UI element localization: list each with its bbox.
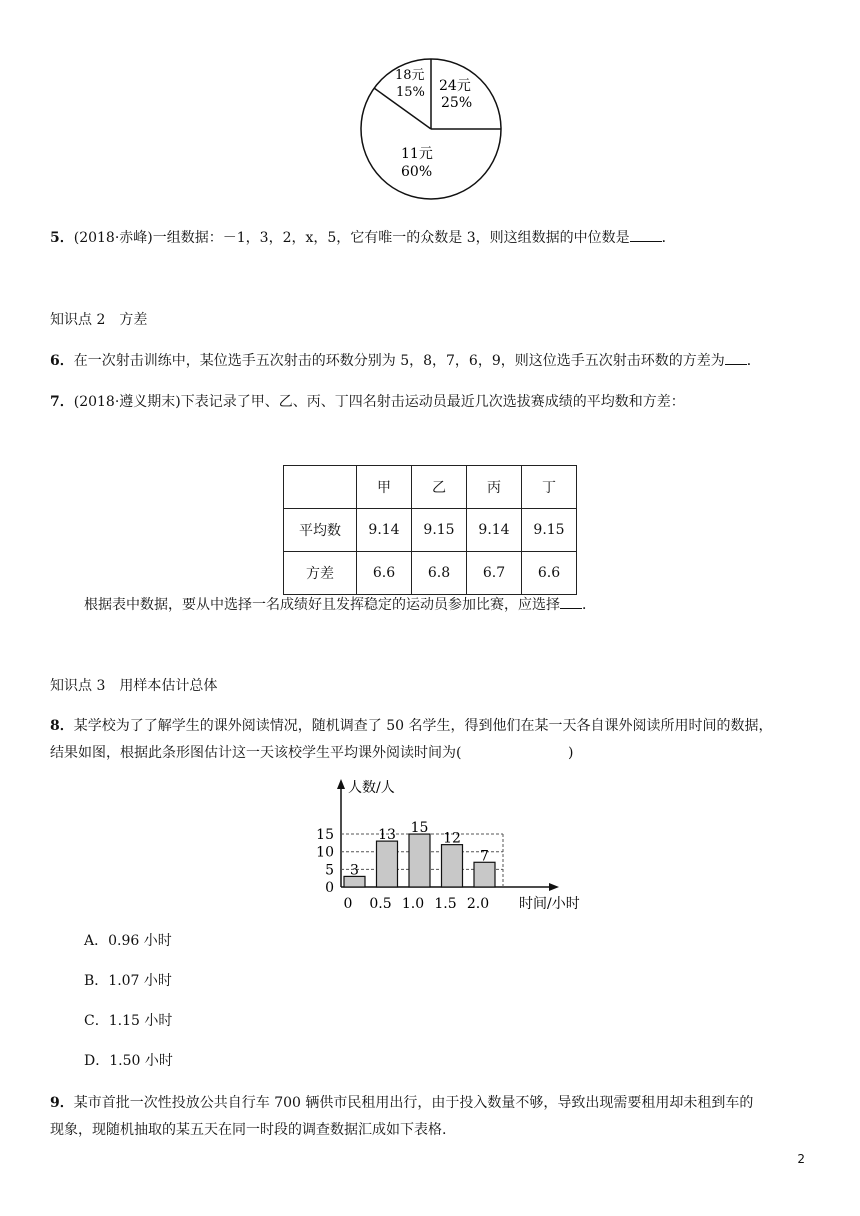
y-tick-label: 5: [325, 862, 334, 879]
x-axis-arrow: [549, 883, 559, 891]
x-axis-label: 时间/小时: [519, 896, 580, 912]
table-header-bing: 丙: [467, 466, 522, 509]
bar: [442, 845, 463, 887]
question-text: (2018·赤峰)一组数据：－1，3，2，x，5，它有唯一的众数是 3，则这组数据的中位数是: [73, 230, 630, 246]
x-tick-label: 0: [343, 896, 353, 912]
question-6: [50, 350, 761, 371]
bar-data-label: 7: [480, 848, 489, 865]
bar-data-label: 12: [443, 830, 461, 847]
knowledge-point-3: 知识点 3 用样本估计总体: [50, 678, 218, 694]
table-cell: [284, 466, 357, 509]
question-text: 某市首批一次性投放公共自行车 700 辆供市民租用出行，由于投入数量不够，导致出现需要租用却未租到车的: [73, 1095, 754, 1111]
table-row: [284, 552, 577, 595]
y-tick-label: 10: [316, 844, 334, 861]
followup-text: 根据表中数据，要从中选择一名成绩好且发挥稳定的运动员参加比赛，应选择: [84, 597, 560, 613]
page-number: 2: [797, 1152, 805, 1166]
pie-label-18-price: 18元: [395, 68, 425, 83]
option-b[interactable]: B．1.07 小时: [84, 973, 172, 989]
table-cell: 6.6: [522, 552, 577, 595]
question-5: [50, 227, 676, 248]
x-tick-label: 0.5: [369, 896, 392, 912]
question-text: (2018·遵义期末)下表记录了甲、乙、丙、丁四名射击运动员最近几次选拔赛成绩的平均数和方差：: [73, 394, 685, 410]
question-7-followup: [84, 594, 596, 615]
question-end: ．: [746, 353, 761, 369]
question-8-line2: [50, 743, 574, 763]
row-label: 方差: [284, 552, 357, 595]
pie-label-24-price: 24元: [439, 78, 471, 94]
row-label: 平均数: [284, 509, 357, 552]
x-tick-label: 1.0: [401, 896, 425, 912]
table-cell: 9.15: [412, 509, 467, 552]
table-cell: 9.14: [357, 509, 412, 552]
table-header-yi: 乙: [412, 466, 467, 509]
y-axis-label: 人数/人: [348, 780, 395, 796]
table-cell: 6.6: [357, 552, 412, 595]
score-table: [283, 465, 577, 595]
question-number: 5．: [50, 230, 74, 246]
y-axis-arrow: [337, 779, 345, 789]
option-a[interactable]: A．0.96 小时: [84, 933, 172, 949]
question-7: [50, 392, 685, 412]
pie-label-18-pct: 15%: [396, 85, 425, 100]
question-number: 7．: [50, 394, 74, 410]
pie-label-11-price: 11元: [401, 146, 433, 162]
question-number: 6．: [50, 353, 74, 369]
bar: [474, 862, 495, 887]
table-cell: 9.14: [467, 509, 522, 552]
pie-label-24-pct: 25%: [441, 95, 473, 111]
table-row: [284, 509, 577, 552]
question-number: 8．: [50, 718, 74, 734]
table-cell: 9.15: [522, 509, 577, 552]
answer-paren-close: ): [568, 745, 574, 761]
option-c[interactable]: C．1.15 小时: [84, 1013, 173, 1029]
x-tick-label: 2.0: [466, 896, 490, 912]
question-9-line1: [50, 1093, 753, 1113]
table-cell: 6.8: [412, 552, 467, 595]
table-header-row: [284, 466, 577, 509]
question-number: 9．: [50, 1095, 74, 1111]
pie-label-11-pct: 60%: [401, 164, 433, 180]
answer-blank[interactable]: [630, 227, 662, 242]
bar-data-label: 3: [350, 862, 359, 879]
answer-blank[interactable]: [725, 350, 747, 365]
option-d[interactable]: D．1.50 小时: [84, 1053, 173, 1069]
question-9-line2: 现象，现随机抽取的某五天在同一时段的调查数据汇成如下表格.: [50, 1122, 447, 1138]
pie-chart: [355, 52, 505, 208]
question-text: 某学校为了了解学生的课外阅读情况，随机调查了 50 名学生，得到他们在某一天各自课外阅读所用时间的数据，: [73, 718, 773, 734]
table-cell: 6.7: [467, 552, 522, 595]
question-end: ．: [582, 597, 596, 613]
question-text: 结果如图，根据此条形图估计这一天该校学生平均课外阅读时间为(: [50, 745, 462, 761]
knowledge-point-2: 知识点 2 方差: [50, 312, 148, 328]
question-text: 在一次射击训练中，某位选手五次射击的环数分别为 5，8，7，6，9，则这位选手五次射击环数的方差为: [73, 353, 725, 369]
bar-chart: [315, 775, 595, 915]
x-tick-label: 1.5: [434, 896, 457, 912]
bar: [409, 834, 430, 887]
bar: [377, 841, 398, 887]
bar-data-label: 15: [410, 820, 429, 837]
question-end: ．: [661, 230, 676, 246]
y-tick-label: 0: [325, 880, 334, 896]
question-8-line1: [50, 716, 772, 736]
bar-data-label: 13: [378, 827, 396, 844]
answer-blank[interactable]: [560, 594, 582, 609]
table-header-ding: 丁: [522, 466, 577, 509]
y-tick-label: 15: [316, 827, 334, 844]
table-header-jia: 甲: [357, 466, 412, 509]
